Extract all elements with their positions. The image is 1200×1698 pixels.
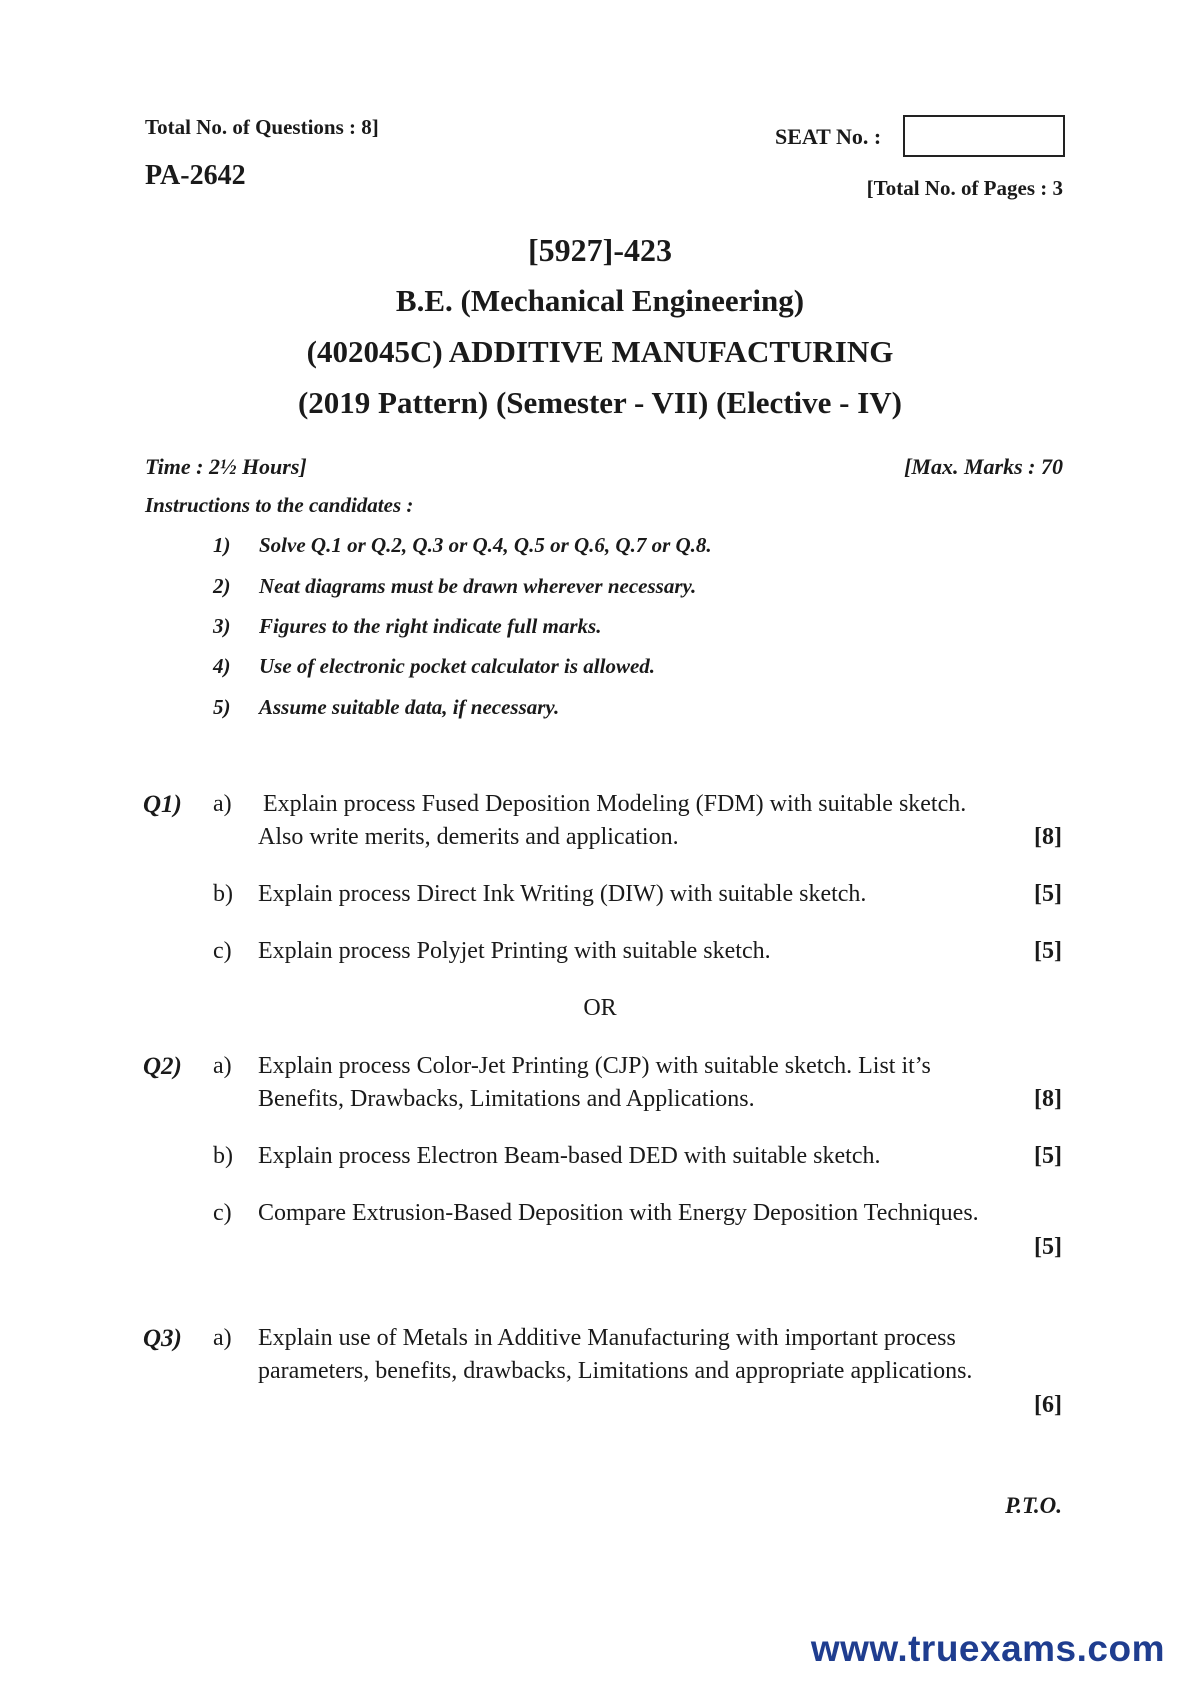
paper-code: PA-2642 xyxy=(145,160,246,191)
time-label: Time : 2½ Hours] xyxy=(145,454,307,479)
q2-c-marks: [5] xyxy=(1034,1234,1062,1260)
seat-label: SEAT No. : xyxy=(775,124,882,149)
q2-a-marks: [8] xyxy=(1034,1086,1062,1112)
q1-c-text: Explain process Polyjet Printing with suitable sketch. xyxy=(258,938,771,964)
total-pages: [Total No. of Pages : 3 xyxy=(866,176,1063,200)
q1-c-marks: [5] xyxy=(1034,938,1062,964)
question-2-label: Q2) xyxy=(143,1053,182,1080)
total-questions: Total No. of Questions : 8] xyxy=(145,115,379,139)
q1-b-text: Explain process Direct Ink Writing (DIW) with suitable sketch. xyxy=(258,881,867,907)
q3-a-text-line2: parameters, benefits, drawbacks, Limitations and appropriate applications. xyxy=(258,1358,973,1384)
q1-a-text-line1: Explain process Fused Deposition Modeling (FDM) with suitable sketch. xyxy=(263,791,967,817)
exam-code: [5927]-423 xyxy=(528,232,672,268)
q2-a-text-line2: Benefits, Drawbacks, Limitations and Applications. xyxy=(258,1086,755,1112)
instruction-item: 2) Neat diagrams must be drawn wherever necessary. xyxy=(213,574,697,598)
q3-a-marks: [6] xyxy=(1034,1392,1062,1418)
pattern-title: (2019 Pattern) (Semester - VII) (Elective - IV) xyxy=(297,385,902,420)
instruction-item: 1) Solve Q.1 or Q.2, Q.3 or Q.4, Q.5 or Q.6, Q.7 or Q.8. xyxy=(213,533,712,557)
q2-c-letter: c) xyxy=(213,1200,232,1226)
q2-b-letter: b) xyxy=(213,1143,233,1169)
question-3-label: Q3) xyxy=(143,1325,182,1352)
q1-b-letter: b) xyxy=(213,881,233,907)
q2-b-marks: [5] xyxy=(1034,1143,1062,1169)
q1-c-letter: c) xyxy=(213,938,232,964)
question-1-label: Q1) xyxy=(143,791,182,818)
q1-a-text-line2: Also write merits, demerits and application. xyxy=(258,824,679,850)
q2-c-text: Compare Extrusion-Based Deposition with Energy Deposition Techniques. xyxy=(258,1200,979,1226)
instruction-item: 4) Use of electronic pocket calculator is allowed. xyxy=(213,654,656,678)
instruction-item: 3) Figures to the right indicate full marks. xyxy=(213,614,602,638)
max-marks: [Max. Marks : 70 xyxy=(904,454,1063,479)
seat-number-box[interactable] xyxy=(903,115,1065,157)
q1-b-marks: [5] xyxy=(1034,881,1062,907)
website-link[interactable]: www.truexams.com xyxy=(810,1628,1165,1669)
q1-a-letter: a) xyxy=(213,791,232,817)
q2-a-text-line1: Explain process Color-Jet Printing (CJP) with suitable sketch. List it’s xyxy=(258,1053,931,1079)
q3-a-text-line1: Explain use of Metals in Additive Manufacturing with important process xyxy=(258,1325,956,1351)
pto-label: P.T.O. xyxy=(1005,1493,1062,1518)
subject-title: (402045C) ADDITIVE MANUFACTURING xyxy=(306,334,894,369)
instruction-item: 5) Assume suitable data, if necessary. xyxy=(213,695,560,719)
degree-title: B.E. (Mechanical Engineering) xyxy=(395,283,805,318)
q2-b-text: Explain process Electron Beam-based DED with suitable sketch. xyxy=(258,1143,881,1169)
instructions-heading: Instructions to the candidates : xyxy=(145,493,414,517)
q2-a-letter: a) xyxy=(213,1053,232,1079)
q3-a-letter: a) xyxy=(213,1325,232,1351)
or-separator: OR xyxy=(583,995,617,1021)
q1-a-marks: [8] xyxy=(1034,824,1062,850)
